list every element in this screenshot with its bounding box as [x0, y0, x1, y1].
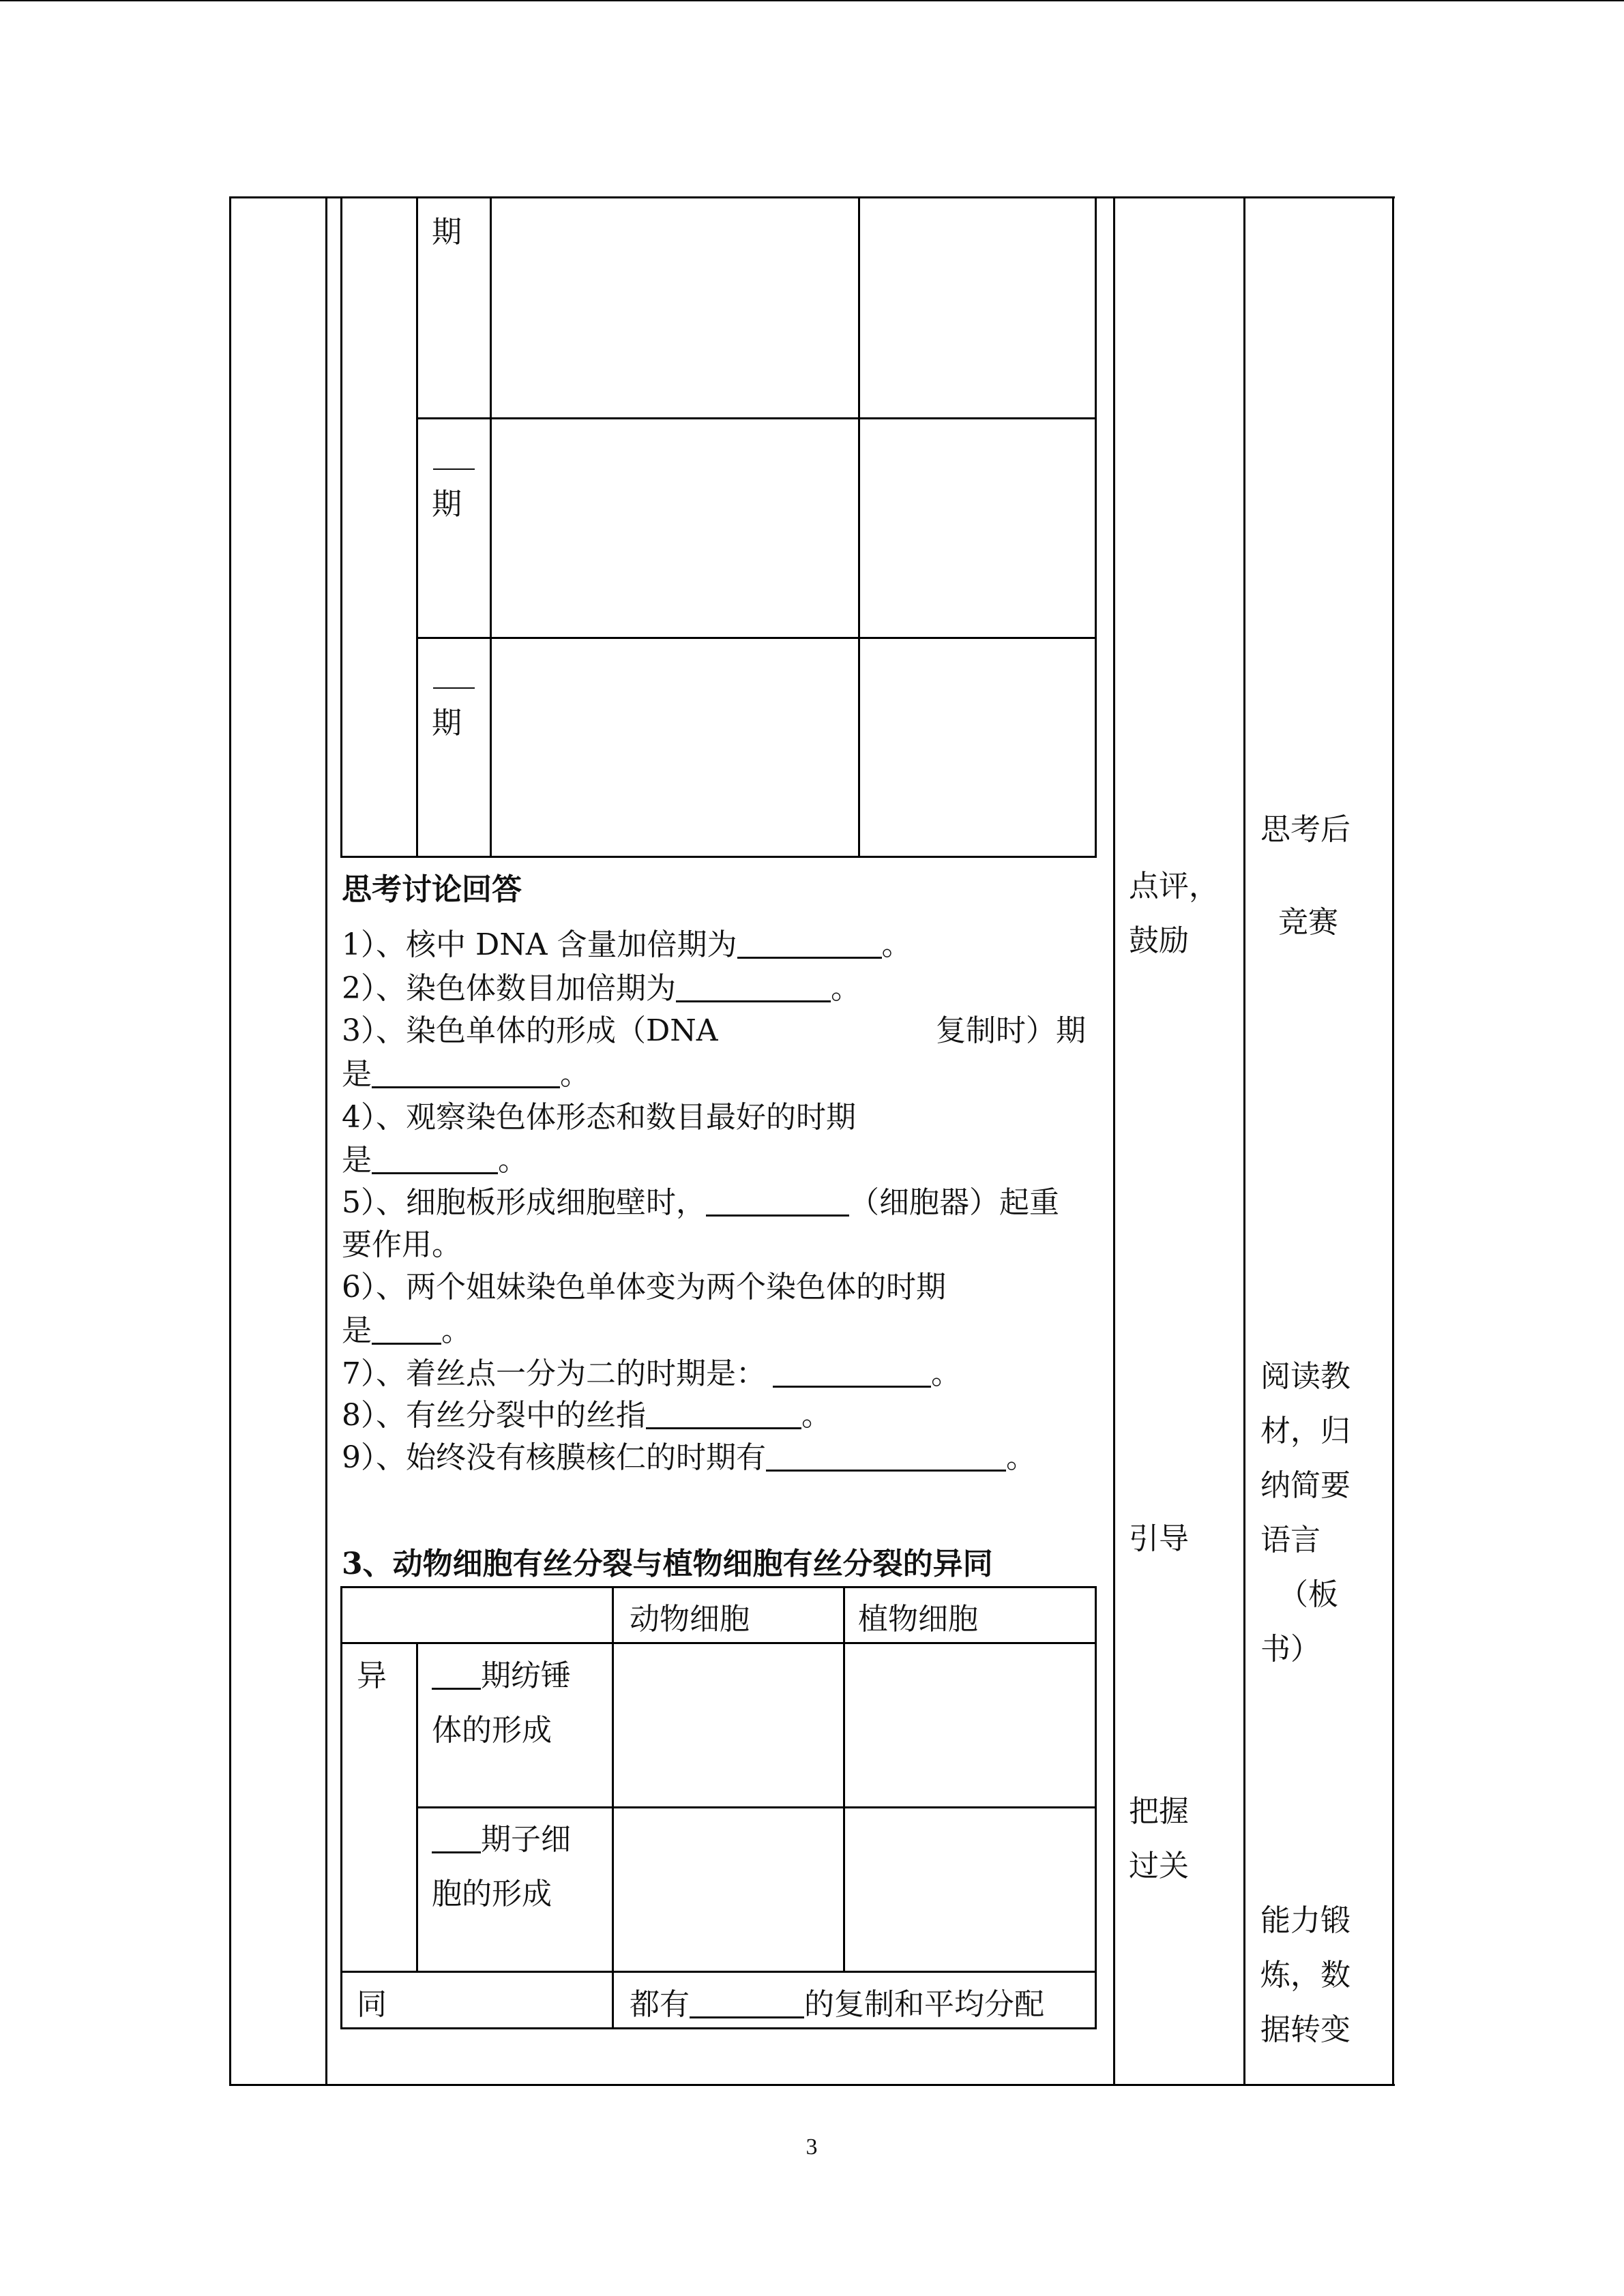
cmp-col-sub	[416, 1642, 418, 1973]
teacher-note-review: 点评，	[1129, 869, 1219, 904]
question-8: 8）、有丝分裂中的丝指 。	[342, 1398, 831, 1433]
answer-blank-1[interactable]	[737, 927, 882, 959]
answer-blank-7[interactable]	[773, 1356, 931, 1388]
intent-read: 阅读教 材，归 纳简要 语言 （板 书）	[1260, 1359, 1350, 1667]
question-4-line-2: 是 。	[342, 1143, 528, 1178]
col-header-plant: 植物细胞	[858, 1602, 978, 1637]
stage-table-bottom	[340, 856, 1097, 858]
cmp-col-plant	[843, 1586, 845, 1973]
question-9: 9）、始终没有核膜核仁的时期有 。	[342, 1440, 1036, 1475]
section-3-title: 3、动物细胞有丝分裂与植物细胞有丝分裂的异同	[342, 1547, 993, 1581]
intent-think-2: 竞赛	[1278, 905, 1338, 940]
teacher-note-grasp-2: 过关	[1129, 1849, 1189, 1883]
diff-row-2-line-1: 期子细	[432, 1819, 571, 1860]
col-divider-2	[1113, 196, 1115, 2086]
diff-row-2-line-2: 胞的形成	[432, 1877, 552, 1911]
answer-blank-8[interactable]	[646, 1397, 801, 1429]
outer-right-border	[1392, 196, 1394, 2086]
teacher-note-encourage: 鼓励	[1129, 923, 1189, 958]
question-3-line-2: 是 。	[342, 1057, 590, 1092]
stage-table-right	[1095, 196, 1097, 858]
cmp-header-bottom	[340, 1642, 1097, 1644]
question-6-line-2: 是 。	[342, 1313, 471, 1348]
stage-row-1-suffix: 期	[432, 215, 462, 250]
outer-left-border	[229, 196, 231, 2086]
question-5-line-2: 要作用。	[342, 1227, 462, 1262]
cmp-left	[340, 1586, 342, 2029]
stage-row-2-blank	[433, 468, 475, 470]
outer-bottom-border	[229, 2084, 1395, 2086]
stage-table-left	[340, 196, 342, 858]
diff-row-1-line-2: 体的形成	[432, 1713, 552, 1748]
diff-label: 异	[357, 1658, 387, 1693]
cmp-col-animal	[612, 1586, 614, 2029]
question-3-line-1-right: 复制时）期	[936, 1013, 1086, 1048]
stage-row-divider-2	[416, 637, 1097, 639]
teacher-notes-grasp	[1129, 1785, 1189, 1894]
teacher-note-guide: 引导	[1129, 1521, 1189, 1556]
question-4-line-1: 4）、观察染色体形态和数目最好的时期	[342, 1100, 856, 1135]
cmp-row-divider-2	[340, 1971, 1097, 1973]
answer-blank-5[interactable]	[706, 1184, 849, 1217]
answer-blank-6[interactable]	[372, 1313, 441, 1345]
stage-row-3-label	[432, 703, 462, 744]
stage-row-2-suffix: 期	[432, 487, 462, 522]
cmp-bottom	[340, 2027, 1097, 2029]
page-number: 3	[806, 2134, 818, 2160]
intent-think	[1260, 803, 1350, 950]
page-top-border	[0, 0, 1624, 1]
stage-col-1	[416, 196, 418, 858]
cmp-right	[1095, 1586, 1097, 2029]
col-divider-1	[325, 196, 327, 2086]
question-3-line-1: 3）、染色单体的形成（DNA	[342, 1013, 718, 1048]
stage-table-top	[340, 196, 1097, 198]
discussion-title: 思考讨论回答	[342, 872, 522, 907]
question-7: 7）、着丝点一分为二的时期是： 。	[342, 1356, 961, 1391]
answer-blank-3[interactable]	[372, 1056, 560, 1088]
col-divider-3	[1243, 196, 1245, 2086]
stage-row-2-label	[432, 484, 462, 525]
stage-row-3-suffix: 期	[432, 706, 462, 741]
stage-col-2	[490, 196, 492, 858]
answer-blank-9[interactable]	[766, 1440, 1006, 1472]
teacher-notes-1	[1129, 859, 1219, 968]
col-header-animal: 动物细胞	[630, 1602, 750, 1637]
stage-row-divider-1	[416, 417, 1097, 419]
cmp-top	[340, 1586, 1097, 1588]
question-5-line-1: 5）、细胞板形成细胞壁时， （细胞器）起重	[342, 1185, 1059, 1220]
stage-col-3	[858, 196, 860, 858]
diff-row-2-blank[interactable]	[432, 1821, 481, 1853]
intent-think-1: 思考后	[1260, 812, 1350, 847]
question-1: 1）、核中 DNA 含量加倍期为 。	[342, 927, 912, 962]
same-blank[interactable]	[690, 1986, 804, 2018]
answer-blank-4[interactable]	[372, 1142, 498, 1174]
cmp-row-divider-1	[416, 1806, 1097, 1808]
same-label: 同	[357, 1987, 387, 2022]
intent-ability: 能力锻 炼，数 据转变	[1260, 1903, 1350, 2047]
same-content: 都有 的复制和平均分配	[630, 1987, 1044, 2022]
stage-row-3-blank	[433, 687, 475, 689]
diff-row-1-blank[interactable]	[432, 1658, 481, 1690]
answer-blank-2[interactable]	[676, 970, 831, 1002]
diff-row-1-line-1: 期纺锤	[432, 1656, 571, 1697]
question-6-line-1: 6）、两个姐妹染色单体变为两个染色体的时期	[342, 1270, 946, 1304]
question-2: 2）、染色体数目加倍期为 。	[342, 971, 861, 1006]
teacher-note-grasp-1: 把握	[1129, 1794, 1189, 1829]
stage-row-1-label	[432, 212, 462, 253]
